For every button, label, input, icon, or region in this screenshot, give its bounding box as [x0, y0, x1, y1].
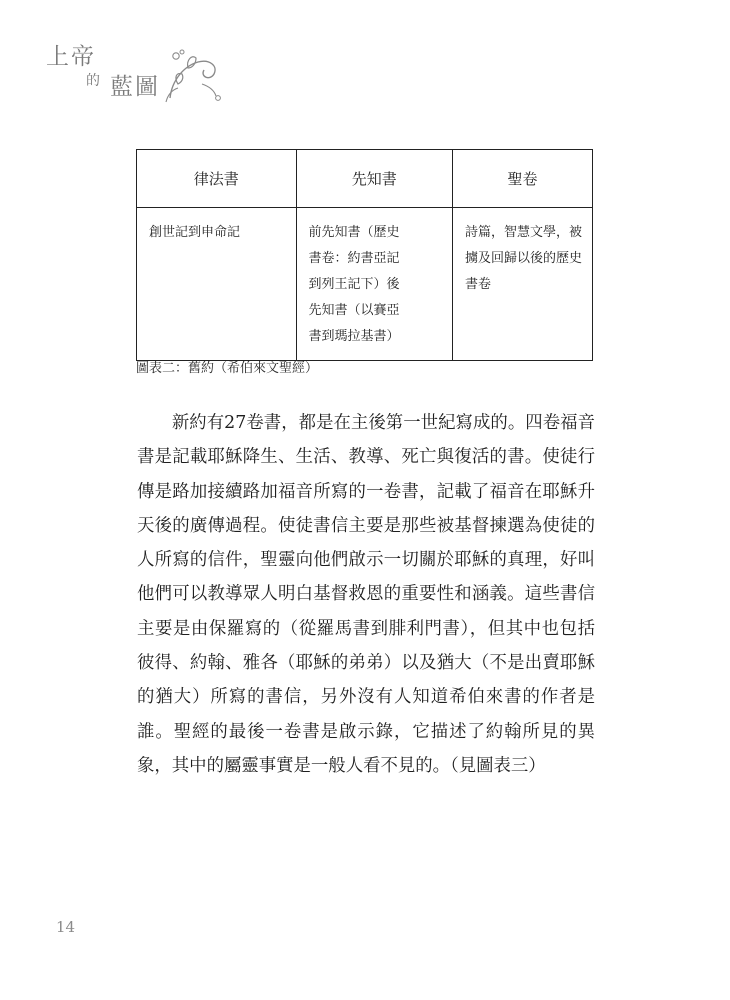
table-header-row: [137, 150, 593, 208]
table-row: [137, 208, 593, 361]
table-header-cell: 聖卷: [453, 150, 593, 208]
old-testament-table: [136, 149, 593, 361]
page-number: 14: [56, 918, 76, 936]
table-header-cell: 先知書: [296, 150, 453, 208]
table-cell: [453, 208, 593, 361]
floral-ornament-icon: [158, 44, 228, 104]
table-cell: [137, 208, 297, 361]
table-cell: [296, 208, 453, 361]
body-paragraph-text: 新約有27卷書，都是在主後第一世紀寫成的。四卷福音書是記載耶穌降生、生活、教導、死亡與復活的書。使徒行傳是路加接續路加福音所寫的一卷書，記載了福音在耶穌升天後的廣傳過程。使徒書信主要是那些被基督揀選為使徒的人所寫的信件，聖靈向他們啟示一切關於耶穌的真理，好叫他們可以教導眾人明白基督救恩的重要性和涵義。這些書信主要是由保羅寫的（從羅馬書到腓利門書），但其中也包括彼得、約翰、雅各（耶穌的弟弟）以及猶大（不是出賣耶穌的猶大）所寫的書信，另外沒有人知道希伯來書的作者是誰。聖經的最後一卷書是啟示錄，它描述了約翰所見的異象，其中的屬靈事實是一般人看不見的。（見圖表三）: [137, 413, 595, 776]
running-header: [46, 38, 216, 108]
table-header-cell: 律法書: [137, 150, 297, 208]
header-title-part3: 藍圖: [110, 74, 160, 100]
table-cell-text: 前先知書（歷史書卷：約書亞記到列王記下）後先知書（以賽亞書到瑪拉基書）: [308, 225, 400, 344]
table-caption: 圖表二：舊約（希伯來文聖經）: [136, 361, 319, 376]
table-cell-text: 詩篇，智慧文學，被擄及回歸以後的歷史書卷: [465, 225, 583, 292]
table-cell-text: 創世記到申命記: [149, 225, 241, 240]
header-title-part2: 的: [86, 73, 100, 89]
header-title-part1: 上帝: [46, 44, 96, 70]
body-paragraph: [137, 406, 595, 783]
